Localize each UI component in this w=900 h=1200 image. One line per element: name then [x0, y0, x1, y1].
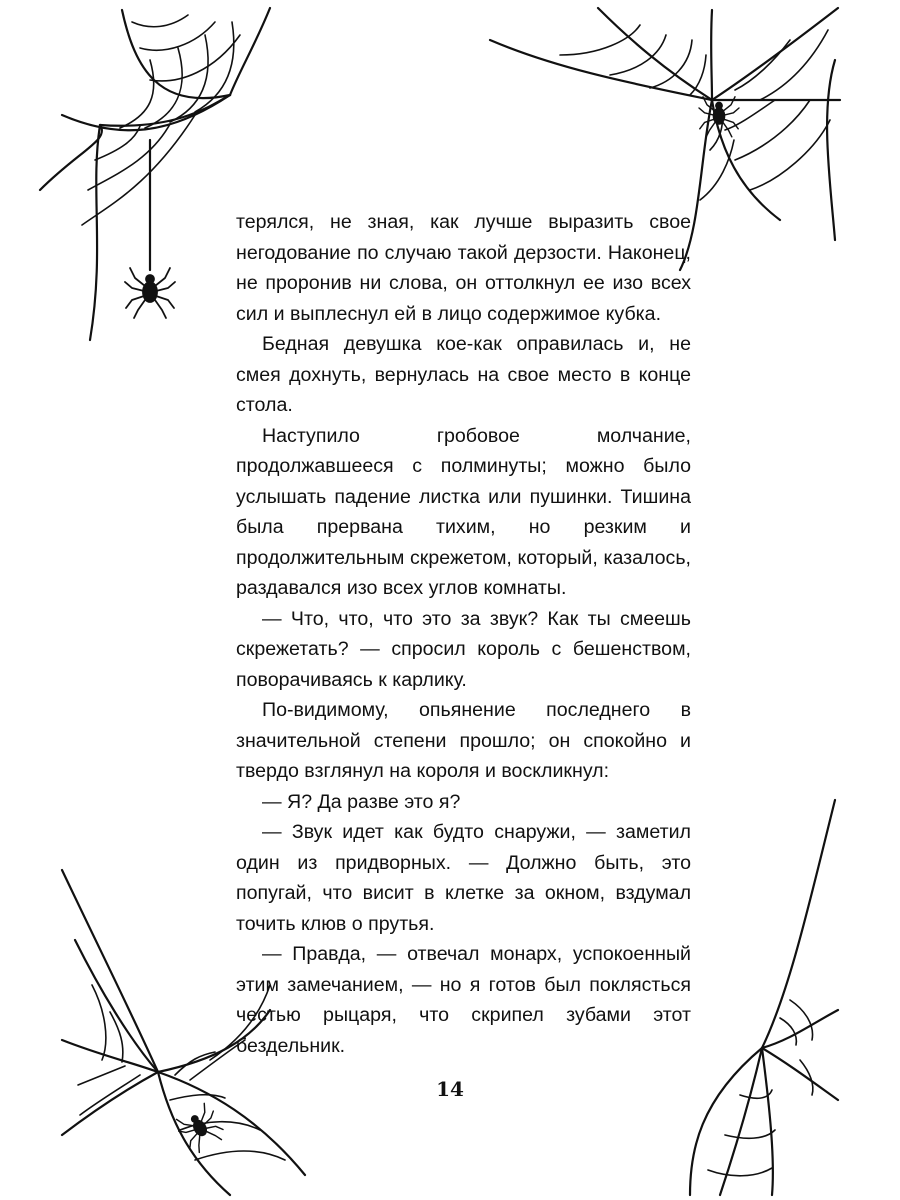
paragraph: — Что, что, что это за звук? Как ты смеешь скрежетать? — спросил король с бешенством, поворачиваясь к карлику.	[236, 607, 691, 691]
paragraph: терялся, не зная, как лучше выразить свое негодование по случаю такой дерзости. Наконец, не проронив ни слова, он оттолкнул ее изо всех сил и выплеснул ей в лицо содержимое кубка.	[236, 211, 691, 325]
paragraph: По-видимому, опьянение последнего в значительной степени прошло; он спокойно и твердо взглянул на короля и воскликнул:	[236, 699, 691, 782]
paragraph: Наступило гробовое молчание, продолжавшееся с полминуты; можно было услышать падение листка или пушинки. Тишина была прервана тихим, но резким и продолжительным скрежетом, который, казалось, раздавался изо всех углов комнаты.	[236, 424, 691, 599]
paragraph: — Звук идет как будто снаружи, — заметил один из придворных. — Должно быть, это попугай, что висит в клетке за окном, вздумал точить клюв о прутья.	[236, 821, 691, 935]
paragraph: Бедная девушка кое-как оправилась и, не смея дохнуть, вернулась на свое место в конце стола.	[236, 333, 691, 416]
spider-icon	[699, 97, 739, 137]
paragraph: — Я? Да разве это я?	[262, 790, 461, 813]
body-text	[236, 207, 691, 1061]
spider-icon	[125, 268, 175, 318]
paragraph: — Правда, — отвечал монарх, успокоенный этим замечанием, — но я готов был поклясться честью рыцаря, что скрипел зубами этот бездельник.	[236, 943, 691, 1057]
cobweb-bottom-right-icon	[690, 800, 838, 1195]
page-number: 14	[436, 1077, 464, 1101]
spider-icon	[173, 1101, 228, 1156]
